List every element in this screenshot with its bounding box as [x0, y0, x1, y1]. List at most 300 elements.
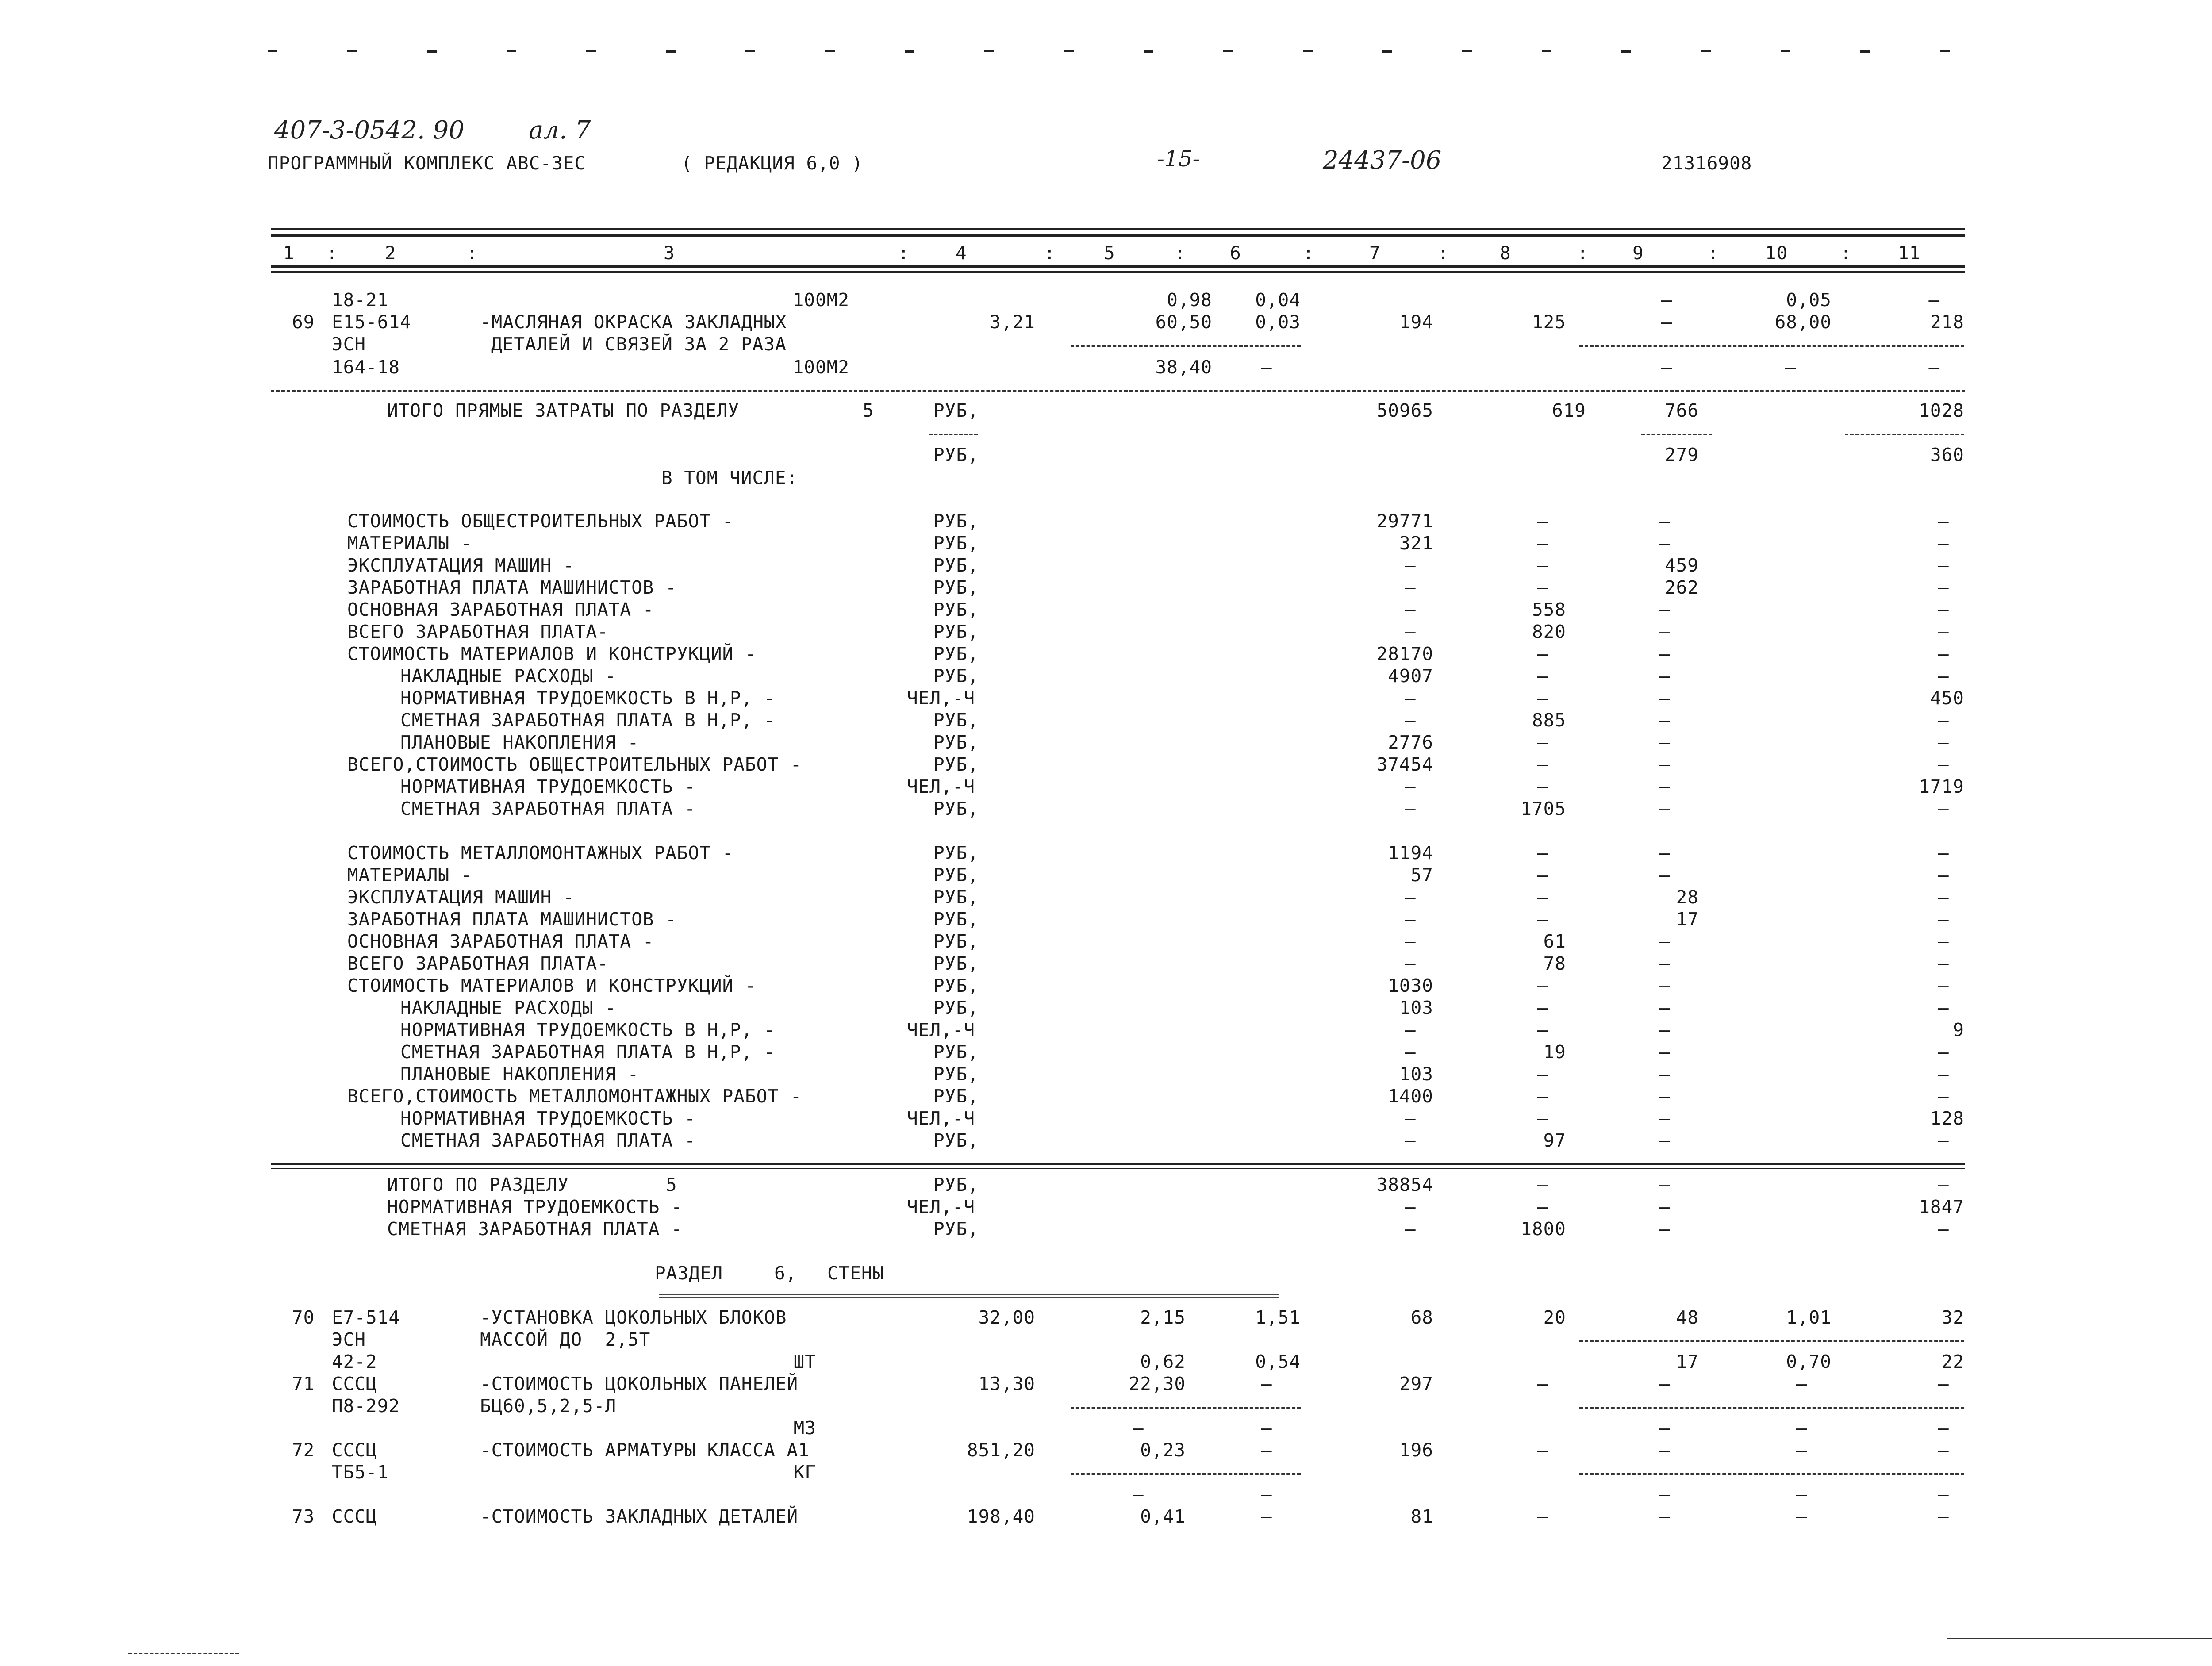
table-cell: ЭКСПЛУАТАЦИЯ МАШИН - — [347, 887, 575, 908]
column-separator: : — [1840, 242, 1852, 264]
table-cell: 128 — [1930, 1108, 1964, 1129]
table-cell: ШТ — [793, 1351, 816, 1372]
table-cell: – — [1796, 1417, 1808, 1439]
table-cell: 196 — [1399, 1440, 1433, 1461]
table-cell: – — [1938, 953, 1949, 974]
table-cell: РАЗДЕЛ — [655, 1263, 723, 1284]
table-cell: 459 — [1664, 555, 1699, 576]
table-cell: 0,62 — [1140, 1351, 1186, 1372]
table-cell: 1194 — [1388, 842, 1433, 864]
table-cell: 2,15 — [1140, 1307, 1186, 1328]
table-cell: – — [1537, 511, 1549, 532]
table-cell: 103 — [1399, 997, 1433, 1018]
table-cell: РУБ, — [933, 1174, 979, 1195]
table-cell: – — [1537, 732, 1549, 753]
perforation-dash — [268, 50, 277, 52]
table-cell: 450 — [1930, 687, 1964, 709]
table-cell: 48 — [1676, 1307, 1699, 1328]
table-cell: – — [1659, 665, 1671, 687]
table-cell: 60,50 — [1155, 311, 1212, 333]
table-cell: – — [1938, 1218, 1949, 1240]
table-cell: – — [1261, 1484, 1272, 1505]
table-cell: 3,21 — [990, 311, 1035, 333]
table-cell: 68,00 — [1774, 311, 1832, 333]
table-cell: РУБ, — [933, 864, 979, 886]
table-cell: РУБ, — [933, 887, 979, 908]
header-bottom-rule-2 — [271, 271, 1965, 273]
table-cell: – — [1659, 975, 1671, 996]
table-cell: 103 — [1399, 1063, 1433, 1085]
perforation-dash — [825, 50, 835, 52]
table-cell: – — [1938, 533, 1949, 554]
table-cell: – — [1537, 887, 1549, 908]
perforation-dash — [347, 50, 357, 52]
perforation-dash — [1542, 50, 1551, 52]
table-cell: 100М2 — [792, 357, 849, 378]
table-cell: 97 — [1543, 1130, 1566, 1151]
table-cell: РУБ, — [933, 953, 979, 974]
table-cell: Е15-614 — [332, 311, 411, 333]
table-cell: ВСЕГО ЗАРАБОТНАЯ ПЛАТА- — [347, 621, 609, 642]
table-cell: – — [1659, 1063, 1671, 1085]
table-cell: 13,30 — [978, 1373, 1035, 1394]
table-cell: НОРМАТИВНАЯ ТРУДОЕМКОСТЬ В Н,Р, - — [400, 1019, 776, 1040]
table-cell: – — [1938, 1063, 1949, 1085]
table-cell: – — [1537, 842, 1549, 864]
row-rule — [1071, 1407, 1301, 1409]
table-cell: – — [1659, 599, 1671, 620]
row-rule — [1641, 434, 1712, 435]
table-cell: – — [1796, 1440, 1808, 1461]
table-cell: 17 — [1676, 1351, 1699, 1372]
table-cell: МАТЕРИАЛЫ - — [347, 864, 472, 886]
column-separator: : — [467, 242, 478, 264]
table-cell: 73 — [292, 1506, 315, 1527]
perforation-dash — [1303, 50, 1313, 52]
table-cell: – — [1659, 1440, 1671, 1461]
table-cell: – — [1405, 555, 1416, 576]
table-cell: ИТОГО ПО РАЗДЕЛУ — [387, 1174, 569, 1195]
table-cell: – — [1405, 710, 1416, 731]
table-cell: – — [1938, 732, 1949, 753]
table-cell: НОРМАТИВНАЯ ТРУДОЕМКОСТЬ - — [400, 1108, 696, 1129]
table-cell: СТЕНЫ — [827, 1263, 884, 1284]
table-cell: 0,04 — [1255, 289, 1301, 311]
table-cell: – — [1659, 754, 1671, 775]
table-cell: – — [1661, 311, 1672, 333]
table-cell: – — [1938, 710, 1949, 731]
table-cell: – — [1537, 577, 1549, 598]
table-cell: 1847 — [1919, 1196, 1964, 1217]
table-cell: БЦ60,5,2,5-Л — [480, 1395, 617, 1416]
table-cell: – — [1796, 1373, 1808, 1394]
album-number: ал. 7 — [529, 116, 591, 145]
table-cell: РУБ, — [933, 400, 979, 421]
table-cell: 29771 — [1376, 511, 1433, 532]
document-number: 21316908 — [1661, 153, 1752, 174]
table-cell: МАТЕРИАЛЫ - — [347, 533, 472, 554]
table-cell: РУБ, — [933, 643, 979, 664]
header-bottom-rule — [271, 265, 1965, 268]
table-cell: РУБ, — [933, 732, 979, 753]
table-cell: 17 — [1676, 909, 1699, 930]
table-cell: – — [1659, 1108, 1671, 1129]
table-cell: 70 — [292, 1307, 315, 1328]
table-cell: – — [1659, 1417, 1671, 1439]
table-cell: РУБ, — [933, 444, 979, 465]
perforation-dash — [666, 50, 676, 53]
column-separator: : — [898, 242, 910, 264]
table-cell: 619 — [1551, 400, 1586, 421]
table-cell: 0,98 — [1167, 289, 1212, 311]
table-cell: ДЕТАЛЕЙ И СВЯЗЕЙ ЗА 2 РАЗА — [491, 334, 787, 355]
perforation-dash — [1064, 50, 1074, 52]
table-cell: 1719 — [1919, 776, 1964, 797]
table-cell: – — [1938, 997, 1949, 1018]
table-cell: ЧЕЛ,-Ч — [907, 687, 975, 709]
table-cell: ЧЕЛ,-Ч — [907, 776, 975, 797]
table-cell: ОСНОВНАЯ ЗАРАБОТНАЯ ПЛАТА - — [347, 599, 654, 620]
column-number-4: 4 — [956, 242, 967, 264]
table-cell: ОСНОВНАЯ ЗАРАБОТНАЯ ПЛАТА - — [347, 931, 654, 952]
table-cell: 81 — [1410, 1506, 1433, 1527]
table-cell: СТОИМОСТЬ МЕТАЛЛОМОНТАЖНЫХ РАБОТ - — [347, 842, 734, 864]
table-cell: – — [1405, 599, 1416, 620]
table-cell: – — [1938, 555, 1949, 576]
table-cell: ЗАРАБОТНАЯ ПЛАТА МАШИНИСТОВ - — [347, 577, 677, 598]
table-cell: – — [1785, 357, 1796, 378]
perforation-dash — [586, 50, 596, 52]
column-number-10: 10 — [1765, 242, 1788, 264]
table-cell: – — [1537, 975, 1549, 996]
table-cell: – — [1261, 1417, 1272, 1439]
table-cell: – — [1659, 732, 1671, 753]
table-cell: ВСЕГО,СТОИМОСТЬ ОБЩЕСТРОИТЕЛЬНЫХ РАБОТ - — [347, 754, 802, 775]
table-cell: РУБ, — [933, 533, 979, 554]
table-cell: 61 — [1543, 931, 1566, 952]
table-cell: РУБ, — [933, 555, 979, 576]
table-cell: 279 — [1664, 444, 1699, 465]
table-top-rule — [271, 228, 1965, 230]
table-cell: – — [1938, 1506, 1949, 1527]
table-cell: ЧЕЛ,-Ч — [907, 1108, 975, 1129]
table-cell: – — [1659, 1174, 1671, 1195]
table-cell: – — [1938, 842, 1949, 864]
table-cell: СМЕТНАЯ ЗАРАБОТНАЯ ПЛАТА В Н,Р, - — [400, 1041, 776, 1063]
table-cell: 0,41 — [1140, 1506, 1186, 1527]
table-cell: – — [1261, 357, 1272, 378]
table-cell: РУБ, — [933, 754, 979, 775]
table-cell: 18-21 — [332, 289, 389, 311]
perforation-dash — [1701, 50, 1711, 52]
table-cell: 766 — [1664, 400, 1699, 421]
table-cell: – — [1659, 621, 1671, 642]
table-cell: – — [1938, 1086, 1949, 1107]
table-cell: РУБ, — [933, 665, 979, 687]
table-cell: – — [1928, 289, 1940, 311]
table-cell: СССЦ — [332, 1440, 377, 1461]
table-cell: – — [1938, 1373, 1949, 1394]
table-cell: 5 — [666, 1174, 677, 1195]
table-cell: РУБ, — [933, 1130, 979, 1151]
table-cell: – — [1537, 909, 1549, 930]
table-cell: – — [1938, 599, 1949, 620]
column-number-9: 9 — [1632, 242, 1644, 264]
perforation-dash — [1382, 50, 1392, 53]
row-rule — [1071, 1473, 1301, 1475]
table-cell: 4907 — [1388, 665, 1433, 687]
table-cell: – — [1659, 931, 1671, 952]
table-cell: – — [1938, 909, 1949, 930]
table-cell: МАССОЙ ДО 2,5Т — [480, 1329, 651, 1350]
row-rule — [1071, 345, 1301, 347]
table-cell: – — [1405, 798, 1416, 819]
table-cell: 164-18 — [332, 357, 400, 378]
table-cell: – — [1659, 776, 1671, 797]
table-cell: – — [1938, 975, 1949, 996]
table-cell: НОРМАТИВНАЯ ТРУДОЕМКОСТЬ В Н,Р, - — [400, 687, 776, 709]
table-cell: – — [1659, 1041, 1671, 1063]
table-cell: 297 — [1399, 1373, 1433, 1394]
table-cell: – — [1938, 1041, 1949, 1063]
table-cell: 69 — [292, 311, 315, 333]
table-cell: 32 — [1941, 1307, 1964, 1328]
table-cell: – — [1659, 798, 1671, 819]
table-cell: – — [1659, 710, 1671, 731]
table-cell: НАКЛАДНЫЕ РАСХОДЫ - — [400, 997, 616, 1018]
section-total-rule-2 — [271, 1168, 1965, 1169]
table-cell: ЧЕЛ,-Ч — [907, 1196, 975, 1217]
table-cell: – — [1537, 555, 1549, 576]
column-separator: : — [1577, 242, 1589, 264]
perforation-dash — [984, 50, 994, 52]
section-total-rule — [271, 1163, 1965, 1165]
table-cell: – — [1661, 289, 1672, 311]
table-cell: – — [1659, 511, 1671, 532]
perforation-dash — [1940, 50, 1950, 52]
table-cell: – — [1405, 887, 1416, 908]
column-number-3: 3 — [664, 242, 675, 264]
table-cell: – — [1537, 1174, 1549, 1195]
table-cell: – — [1659, 1506, 1671, 1527]
program-title: ПРОГРАММНЫЙ КОМПЛЕКС АВС-3ЕС — [268, 153, 586, 174]
table-cell: -МАСЛЯНАЯ ОКРАСКА ЗАКЛАДНЫХ — [480, 311, 787, 333]
table-cell: РУБ, — [933, 975, 979, 996]
table-cell: 28170 — [1376, 643, 1433, 664]
table-cell: – — [1405, 1041, 1416, 1063]
table-cell: – — [1938, 511, 1949, 532]
table-cell: ЭСН — [332, 334, 366, 355]
table-cell: – — [1938, 864, 1949, 886]
table-cell: ЧЕЛ,-Ч — [907, 1019, 975, 1040]
table-cell: 1400 — [1388, 1086, 1433, 1107]
section-title-underline — [659, 1294, 1279, 1298]
table-cell: – — [1537, 1196, 1549, 1217]
table-cell: – — [1938, 1440, 1949, 1461]
table-cell: СМЕТНАЯ ЗАРАБОТНАЯ ПЛАТА - — [400, 1130, 696, 1151]
table-cell: 360 — [1930, 444, 1964, 465]
perforation-dash — [1223, 50, 1233, 52]
perforation-dash — [1621, 50, 1631, 53]
table-cell: М3 — [793, 1417, 816, 1439]
table-cell: – — [1659, 953, 1671, 974]
table-cell: – — [1938, 798, 1949, 819]
table-cell: – — [1537, 997, 1549, 1018]
table-cell: – — [1405, 1019, 1416, 1040]
row-rule — [1845, 434, 1964, 435]
perforation-dash — [1144, 50, 1153, 53]
table-cell: – — [1537, 687, 1549, 709]
table-cell: – — [1537, 1506, 1549, 1527]
table-cell: РУБ, — [933, 577, 979, 598]
table-cell: – — [1659, 1196, 1671, 1217]
column-number-11: 11 — [1898, 242, 1921, 264]
table-cell: – — [1537, 533, 1549, 554]
row-rule — [1579, 345, 1964, 347]
table-cell: – — [1938, 754, 1949, 775]
perforation-dash — [745, 50, 755, 52]
table-cell: 820 — [1532, 621, 1566, 642]
table-cell: 5 — [863, 400, 874, 421]
table-cell: ПЛАНОВЫЕ НАКОПЛЕНИЯ - — [400, 1063, 639, 1085]
table-cell: СТОИМОСТЬ МАТЕРИАЛОВ И КОНСТРУКЦИЙ - — [347, 975, 757, 996]
subtotal-rule — [271, 390, 1965, 392]
table-cell: 20 — [1543, 1307, 1566, 1328]
table-cell: – — [1796, 1506, 1808, 1527]
table-cell: СМЕТНАЯ ЗАРАБОТНАЯ ПЛАТА В Н,Р, - — [400, 710, 776, 731]
table-cell: -СТОИМОСТЬ ЦОКОЛЬНЫХ ПАНЕЛЕЙ — [480, 1373, 799, 1394]
column-separator: : — [326, 242, 338, 264]
table-cell: НОРМАТИВНАЯ ТРУДОЕМКОСТЬ - — [387, 1196, 683, 1217]
table-cell: 38,40 — [1155, 357, 1212, 378]
table-cell: – — [1261, 1373, 1272, 1394]
table-cell: ВСЕГО,СТОИМОСТЬ МЕТАЛЛОМОНТАЖНЫХ РАБОТ - — [347, 1086, 802, 1107]
table-cell: 78 — [1543, 953, 1566, 974]
table-cell: – — [1938, 1484, 1949, 1505]
table-cell: 198,40 — [967, 1506, 1035, 1527]
table-cell: – — [1405, 1218, 1416, 1240]
table-cell: ЗАРАБОТНАЯ ПЛАТА МАШИНИСТОВ - — [347, 909, 677, 930]
column-separator: : — [1175, 242, 1186, 264]
table-cell: – — [1659, 1484, 1671, 1505]
table-cell: РУБ, — [933, 1041, 979, 1063]
table-cell: 1030 — [1388, 975, 1433, 996]
table-cell: – — [1659, 643, 1671, 664]
table-cell: – — [1405, 621, 1416, 642]
table-cell: – — [1928, 357, 1940, 378]
table-cell: – — [1938, 643, 1949, 664]
table-cell: СТОИМОСТЬ ОБЩЕСТРОИТЕЛЬНЫХ РАБОТ - — [347, 511, 734, 532]
table-cell: РУБ, — [933, 798, 979, 819]
table-cell: ВСЕГО ЗАРАБОТНАЯ ПЛАТА- — [347, 953, 609, 974]
table-cell: 22 — [1941, 1351, 1964, 1372]
table-cell: 0,03 — [1255, 311, 1301, 333]
table-cell: – — [1659, 1218, 1671, 1240]
table-cell: РУБ, — [933, 931, 979, 952]
table-cell: -СТОИМОСТЬ ЗАКЛАДНЫХ ДЕТАЛЕЙ — [480, 1506, 799, 1527]
table-cell: – — [1133, 1484, 1144, 1505]
table-cell: В ТОМ ЧИСЛЕ: — [661, 467, 798, 488]
table-cell: 100М2 — [792, 289, 849, 311]
column-number-5: 5 — [1104, 242, 1115, 264]
table-cell: – — [1537, 1373, 1549, 1394]
table-cell: – — [1661, 357, 1672, 378]
table-cell: 125 — [1532, 311, 1566, 333]
table-cell: ЭСН — [332, 1329, 366, 1350]
table-cell: – — [1405, 909, 1416, 930]
table-cell: РУБ, — [933, 842, 979, 864]
table-cell: 9 — [1953, 1019, 1964, 1040]
table-cell: 2776 — [1388, 732, 1433, 753]
table-cell: Е7-514 — [332, 1307, 400, 1328]
table-cell: ИТОГО ПРЯМЫЕ ЗАТРАТЫ ПО РАЗДЕЛУ — [387, 400, 740, 421]
column-number-1: 1 — [283, 242, 295, 264]
page-number: -15- — [1157, 146, 1200, 172]
table-cell: 194 — [1399, 311, 1433, 333]
perforation-dash — [1462, 50, 1472, 52]
table-cell: – — [1659, 1130, 1671, 1151]
doc-code: 407-3-0542. 90 — [274, 116, 465, 145]
table-cell: НАКЛАДНЫЕ РАСХОДЫ - — [400, 665, 616, 687]
table-cell: – — [1537, 1063, 1549, 1085]
table-cell: 1,01 — [1786, 1307, 1832, 1328]
table-cell: 0,54 — [1255, 1351, 1301, 1372]
row-rule — [929, 434, 978, 435]
table-cell: 262 — [1664, 577, 1699, 598]
table-cell: – — [1659, 687, 1671, 709]
column-number-7: 7 — [1369, 242, 1381, 264]
table-cell: -УСТАНОВКА ЦОКОЛЬНЫХ БЛОКОВ — [480, 1307, 787, 1328]
row-rule — [1579, 1340, 1964, 1342]
table-cell: – — [1659, 997, 1671, 1018]
table-cell: 321 — [1399, 533, 1433, 554]
table-cell: 50965 — [1376, 400, 1433, 421]
perforation-dash — [905, 50, 914, 53]
table-cell: – — [1796, 1484, 1808, 1505]
table-cell: РУБ, — [933, 909, 979, 930]
row-rule — [1579, 1473, 1964, 1475]
table-cell: – — [1405, 577, 1416, 598]
table-cell: 851,20 — [967, 1440, 1035, 1461]
table-cell: – — [1938, 1130, 1949, 1151]
table-cell: РУБ, — [933, 621, 979, 642]
table-cell: 22,30 — [1129, 1373, 1186, 1394]
table-cell: 218 — [1930, 311, 1964, 333]
table-cell: – — [1659, 842, 1671, 864]
footer-mark-right — [1947, 1638, 2212, 1639]
column-separator: : — [1708, 242, 1719, 264]
table-cell: 68 — [1410, 1307, 1433, 1328]
table-cell: – — [1405, 687, 1416, 709]
project-number: 24437-06 — [1323, 146, 1442, 175]
table-cell: – — [1938, 577, 1949, 598]
table-cell: 0,23 — [1140, 1440, 1186, 1461]
table-cell: -СТОИМОСТЬ АРМАТУРЫ КЛАССА А1 — [480, 1440, 810, 1461]
column-number-6: 6 — [1230, 242, 1241, 264]
column-number-8: 8 — [1500, 242, 1511, 264]
table-top-rule-2 — [271, 234, 1965, 237]
table-cell: – — [1938, 1174, 1949, 1195]
table-cell: – — [1537, 864, 1549, 886]
table-cell: – — [1133, 1417, 1144, 1439]
table-cell: 37454 — [1376, 754, 1433, 775]
table-cell: СМЕТНАЯ ЗАРАБОТНАЯ ПЛАТА - — [387, 1218, 683, 1240]
table-cell: – — [1537, 1019, 1549, 1040]
table-cell: РУБ, — [933, 997, 979, 1018]
table-cell: 57 — [1410, 864, 1433, 886]
perforation-dash — [427, 50, 437, 53]
table-cell: 71 — [292, 1373, 315, 1394]
